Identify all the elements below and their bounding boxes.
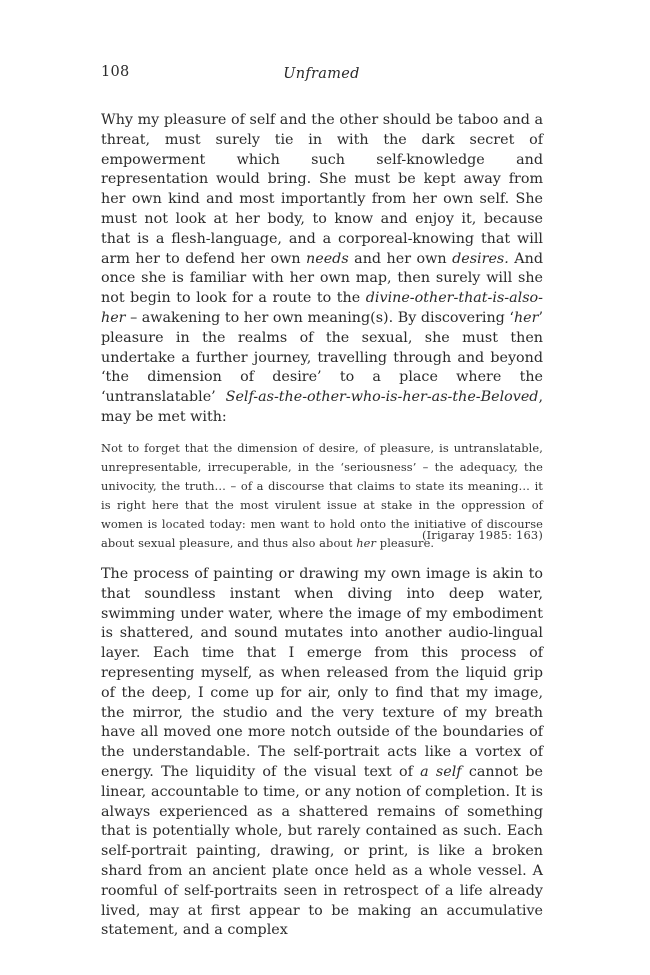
text-run: Why my pleasure of self and the other should be taboo and a threat, must surely tie in with the dark secret of empowerment which such self-knowledge and representation would bring. She must be kept away from her own kind and most importantly from her own self. She must not look at her body, to know and enjoy it, because that is a flesh-language, and a corporeal-knowing that will arm her to defend her own [101, 112, 543, 267]
text-run: pleasure. [376, 536, 435, 550]
text-run: and her own [348, 250, 453, 267]
emphasis-text: her [513, 309, 539, 326]
emphasis-text: divine-other-that-is-also-her [101, 290, 543, 326]
emphasis-text: desires. [452, 250, 509, 267]
text-run: ’ pleasure in the realms of the sexual, she must then undertake a further journey, travelling through and beyond ‘the dimension of desire’ to a place where the ‘untranslatable’ [101, 309, 543, 406]
text-run: cannot be linear, accountable to time, or any notion of completion. It is always experienced as a shattered remains of something that is potentially whole, but rarely contained as such. Each self-portrait painting, drawing, or print, is like a broken shard from an ancient plate once held as a whole vessel. A roomful of self-portraits seen in retrospect of a life already lived, may at first appear to be making an accumulative statement, and a complex [101, 763, 543, 939]
body-paragraph-2 [101, 565, 543, 941]
text-run: , may be met with: [101, 389, 543, 425]
page-number: 108 [101, 64, 130, 80]
text-run: The process of painting or drawing my own image is akin to that soundless instant when diving into deep water, swimming under water, where the image of my embodiment is shattered, and sound mutates into another audio-lingual layer. Each time that I emerge from this process of representing myself, as when released from the liquid grip of the deep, I come up for air, only to find that my image, the mirror, the studio and the very texture of my breath have all moved one more notch outside of the boundaries of the understandable. The self-portrait acts like a vortex of energy. The liquidity of the visual text of [101, 566, 543, 780]
emphasis-text: needs [306, 250, 349, 267]
text-run: And once she is familiar with her own map, then surely will she not begin to look for a route to the [101, 250, 543, 307]
body-paragraph-1 [101, 111, 543, 428]
emphasis-text: a self [420, 763, 462, 780]
running-head: Unframed [283, 66, 360, 82]
emphasis-text: her [356, 536, 377, 550]
text-run: – awakening to her own meaning(s). By discovering ‘ [125, 309, 514, 326]
page-header [101, 64, 542, 86]
emphasis-text: Self-as-the-other-who-is-her-as-the-Beloved [225, 389, 539, 406]
text-run: Not to forget that the dimension of desire, of pleasure, is untranslatable, unrepresentable, irrecuperable, in the ‘seriousness’ – the adequacy, the univocity, the truth… – of a discourse that claims to state its meaning… it is right here that the most virulent issue at stake in the oppression of women is located today: men want to hold onto the initiative of discourse about sexual pleasure, and thus also about [101, 441, 543, 550]
quote-citation: (Irigaray 1985: 163) [421, 528, 543, 542]
